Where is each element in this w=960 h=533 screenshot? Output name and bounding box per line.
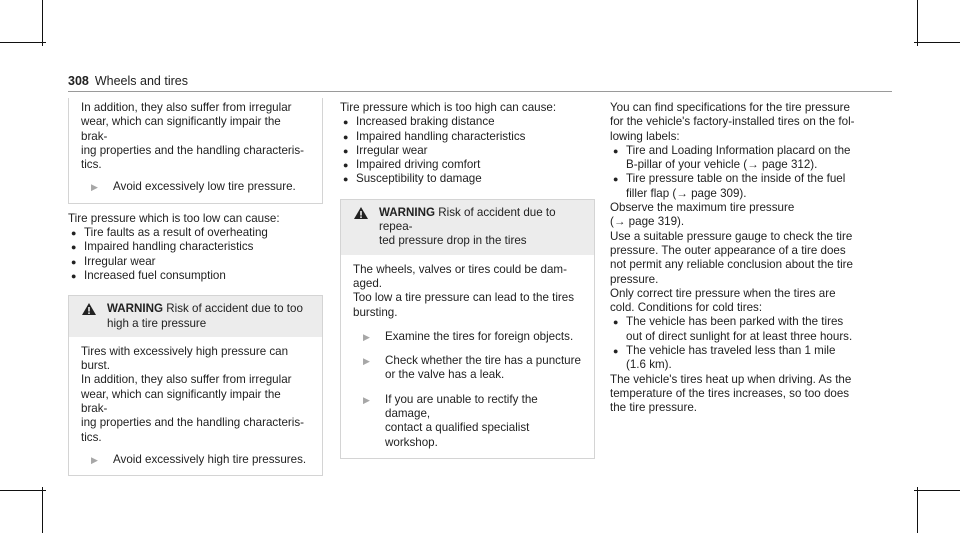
page-reference[interactable]: filler flap (→ page 309). [626, 186, 747, 200]
text-line: tics. [81, 430, 102, 444]
action-item [353, 354, 582, 383]
warning-body [69, 337, 322, 475]
text-line: The wheels, valves or tires could be dam‐ [353, 262, 567, 276]
crop-mark [42, 487, 43, 533]
action-arrow-icon: ▶ [91, 182, 98, 193]
list-item [610, 344, 900, 373]
paragraph: Tire pressure which is too high can cause: [340, 101, 557, 114]
text-line: Observe the maximum tire pressure [610, 201, 795, 215]
list-item-text-cont: out of direct sunlight for at least three hours. [626, 329, 853, 343]
list-item [68, 226, 323, 240]
text-line: cold. Conditions for cold tires: [610, 301, 763, 315]
action-arrow-icon: ▶ [363, 394, 370, 405]
action-text: Avoid excessively low tire pressure. [113, 180, 296, 194]
bullet-icon: ● [613, 346, 619, 357]
crop-mark [914, 42, 960, 43]
page-number: 308 [68, 74, 89, 88]
paragraph: Tire pressure which is too low can cause: [68, 211, 280, 225]
text-line: the tire pressure. [610, 401, 697, 415]
bullet-icon: ● [343, 160, 349, 171]
bullet-icon: ● [71, 256, 77, 267]
text-line: Tires with excessively high pressure can [81, 344, 289, 358]
warning-header [69, 296, 322, 337]
section-title: Wheels and tires [94, 74, 188, 88]
text-line: temperature of the tires increases, so too does [610, 386, 850, 400]
warning-title-cont: ted pressure drop in the tires [379, 234, 527, 248]
text-line: not permit any reliable conclusion about the tire [610, 258, 853, 272]
list-item [340, 144, 595, 158]
list-item [340, 115, 595, 129]
action-text: Check whether the tire has a puncture [385, 354, 581, 368]
list-item [610, 315, 900, 344]
list-item-text: Tire and Loading Information placard on the [626, 143, 851, 157]
bullet-icon: ● [343, 131, 349, 142]
warning-triangle-icon [81, 302, 107, 331]
list-item-text: Increased fuel consumption [84, 268, 226, 282]
text-line: ing properties and the handling characteris‐ [81, 143, 304, 157]
action-text-cont: or the valve has a leak. [385, 368, 505, 382]
warning-title: Risk of accident due to repea‐ [379, 205, 556, 234]
column-3 [610, 101, 900, 416]
bullet-icon: ● [343, 117, 349, 128]
list-item-text: Increased braking distance [356, 115, 495, 129]
list-item-text: Tire faults as a result of overheating [84, 226, 268, 240]
list-item-text: Irregular wear [356, 143, 428, 157]
crop-mark [917, 0, 918, 46]
text-line: In addition, they also suffer from irregular [81, 101, 292, 114]
bullet-icon: ● [613, 317, 619, 328]
list-item-text: The vehicle has been parked with the tires [626, 315, 844, 329]
action-text: Avoid excessively high tire pressures. [113, 452, 307, 466]
action-item [353, 393, 582, 450]
crop-mark [917, 487, 918, 533]
action-item [353, 330, 582, 344]
bullet-icon: ● [343, 174, 349, 185]
bullet-icon: ● [613, 145, 619, 156]
text-line: ing properties and the handling characteris‐ [81, 416, 304, 430]
page-reference[interactable]: (→ page 319). [610, 215, 685, 229]
crop-mark [0, 490, 46, 491]
text-line: Only correct tire pressure when the tires are [610, 286, 836, 300]
action-text: Examine the tires for foreign objects. [385, 329, 574, 343]
list-item [340, 130, 595, 144]
bullet-icon: ● [71, 228, 77, 239]
list-item [340, 172, 595, 186]
text-line: pressure. [610, 272, 659, 286]
crop-mark [42, 0, 43, 46]
list-item-text: Impaired handling characteristics [84, 240, 254, 254]
action-item [81, 453, 310, 467]
bullet-icon: ● [613, 174, 619, 185]
list-item [68, 269, 323, 283]
action-arrow-icon: ▶ [363, 331, 370, 342]
page-reference[interactable]: B-pillar of your vehicle (→ page 312). [626, 158, 818, 172]
text-line: burst. [81, 359, 110, 373]
list-item [68, 240, 323, 254]
warning-triangle-icon [353, 206, 379, 249]
text-line: wear, which can significantly impair the brak‐ [81, 387, 281, 416]
column-2 [340, 101, 595, 459]
list-item [340, 158, 595, 172]
list-item-text: Impaired handling characteristics [356, 129, 526, 143]
text-line: Use a suitable pressure gauge to check the tire [610, 229, 853, 243]
action-text-cont: contact a qualified specialist workshop. [385, 421, 530, 449]
warning-title-cont: high a tire pressure [107, 316, 207, 330]
list-item [610, 172, 900, 201]
warning-title: Risk of accident due to too [166, 302, 303, 316]
warning-label: WARNING [107, 302, 164, 316]
header-divider [68, 91, 892, 92]
list-item-text: Tire pressure table on the inside of the fuel [626, 172, 846, 186]
bullet-icon: ● [71, 242, 77, 253]
text-line: for the vehicle's factory-installed tires on the fol‐ [610, 115, 855, 129]
warning-box [340, 199, 595, 459]
crop-mark [914, 490, 960, 491]
list-item-text: Irregular wear [84, 254, 156, 268]
action-text: If you are unable to rectify the damage, [385, 392, 538, 421]
list-item [68, 255, 323, 269]
list-item-text: Susceptibility to damage [356, 172, 482, 186]
action-item [81, 180, 310, 194]
text-line: tics. [81, 158, 102, 172]
warning-label: WARNING [379, 205, 436, 219]
crop-mark [0, 42, 46, 43]
list-item-text-cont: (1.6 km). [626, 358, 672, 372]
text-line: wear, which can significantly impair the brak‐ [81, 115, 281, 143]
text-line: pressure. The outer appearance of a tire does [610, 243, 846, 257]
action-arrow-icon: ▶ [363, 356, 370, 367]
text-line: You can find specifications for the tire pressure [610, 101, 850, 114]
column-1 [68, 98, 323, 476]
text-line: Too low a tire pressure can lead to the tires [353, 291, 575, 305]
action-arrow-icon: ▶ [91, 454, 98, 465]
bullet-icon: ● [71, 270, 77, 281]
warning-box [68, 295, 323, 476]
list-item [610, 144, 900, 173]
page-header [68, 74, 188, 88]
text-line: The vehicle's tires heat up when driving. As the [610, 372, 852, 386]
bullet-icon: ● [343, 145, 349, 156]
warning-header [341, 200, 594, 255]
text-line: In addition, they also suffer from irregular [81, 373, 292, 387]
warning-body [341, 255, 594, 458]
text-line: bursting. [353, 305, 398, 319]
continued-warning-box [68, 98, 323, 204]
text-line: lowing labels: [610, 129, 680, 143]
list-item-text: Impaired driving comfort [356, 158, 481, 172]
text-line: aged. [353, 276, 383, 290]
list-item-text: The vehicle has traveled less than 1 mile [626, 344, 836, 358]
